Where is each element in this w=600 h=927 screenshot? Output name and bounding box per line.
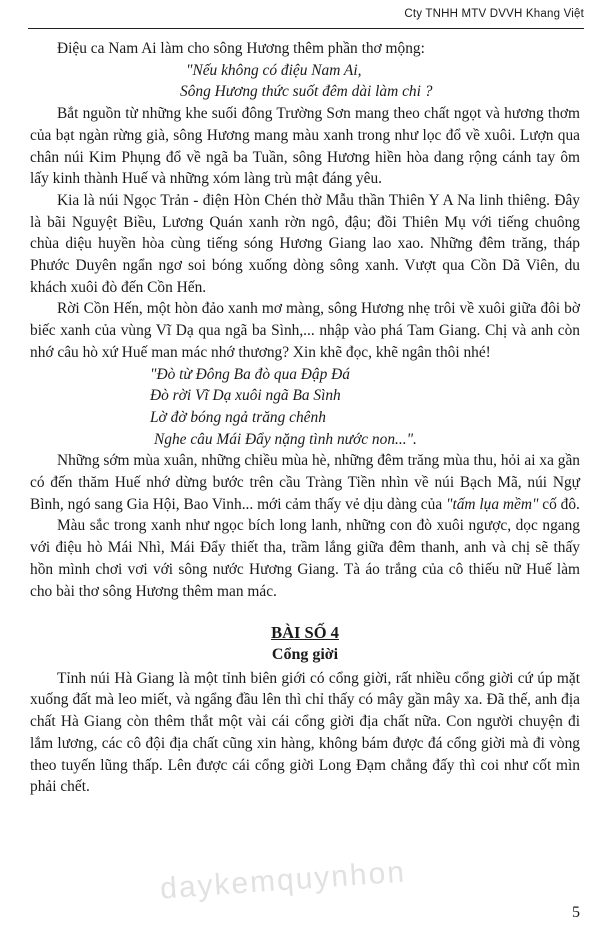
paragraph-text: cố đô. — [538, 495, 580, 513]
verse-line: Sông Hương thức suốt đêm dài làm chi ? — [180, 83, 433, 101]
verse-line: "Đò từ Đông Ba đò qua Đập Đá — [150, 365, 350, 383]
lesson-title: BÀI SỐ 4 — [271, 623, 339, 643]
paragraph-text: Những sớm mùa xuân, những chiều mùa hè, những đêm trăng mùa thu, hỏi ai xa gần có đến thăm Huế nhớ dừng bước trên cầu Tràng Tiền nhìn về núi Bạch Mã, núi Ngự Bình, ngó sang Gia Hội, Bao Vinh... mới cảm thấy vẻ dịu dàng của — [30, 452, 580, 513]
page-number: 5 — [572, 904, 580, 921]
paragraph: Kia là núi Ngọc Trản - điện Hòn Chén thờ Mẫu thần Thiên Y A Na linh thiêng. Đây là bãi Nguyệt Biều, Lương Quán xanh rờn ngô, đậu; đồi Thiên Mụ với tiếng chuông chùa diệu huyền hòa cùng tiếng sóng Hương Giang lao xao. Những đêm trăng, tháp Phước Duyên ngẩn ngơ soi bóng xuống dòng sông xanh. Vượt qua Cồn Dã Viên, du khách xuôi đò đến Cồn Hến. — [30, 191, 580, 296]
verse-line: "Nếu không có điệu Nam Ai, — [186, 61, 362, 79]
paragraph: Rời Cồn Hến, một hòn đảo xanh mơ màng, sông Hương nhẹ trôi về xuôi giữa đôi bờ biếc xanh của vùng Vĩ Dạ qua ngã ba Sình,... nhập vào phá Tam Giang. Chị và anh còn nhớ câu hò xứ Huế man mác nhớ thương? Xin khẽ đọc, khẽ ngân thôi nhé! — [30, 300, 580, 361]
paragraph: Bắt nguồn từ những khe suối đông Trường Sơn mang theo chất ngọt và hương thơm của bạt ngàn rừng già, sông Hương mang màu xanh trong như lọc đổ về xuôi. Lượn qua chân núi Kim Phụng đổ về ngã ba Tuần, sông Hương hiền hòa dang rộng cánh tay ôm lấy kinh thành Huế và những xóm làng trù mật đáng yêu. — [30, 105, 580, 188]
watermark: daykemquynhon — [159, 855, 407, 906]
verse-line: Lờ đờ bóng ngả trăng chênh — [150, 408, 326, 426]
paragraph: Tỉnh núi Hà Giang là một tỉnh biên giới có cổng giời, rất nhiều cổng giời cứ úp mặt xuống đất mà leo miết, và ngẩng đầu lên thì chỉ thấy có mây gần mây xa. Đã thế, anh địa chất Hà Giang còn thêm thắt một vài cái cổng giời địa chất nữa. Con người chuyện đi lắm lương, các cô đội địa chất cũng xin hàng, không bám được đá cổng giời mà đi vòng theo tuyến lũng thấp. Lên được cái cổng giời Long Đạm chẳng đấy thì coi như cốt mìn phải chết. — [30, 669, 580, 796]
quoted-phrase: "tấm lụa mềm" — [446, 495, 539, 513]
section-spacer — [30, 602, 580, 622]
paragraph — [30, 450, 580, 515]
page-content — [30, 38, 580, 798]
verse-line: Đò rời Vĩ Dạ xuôi ngã Ba Sình — [150, 387, 341, 405]
header-rule — [28, 28, 584, 29]
paragraph: Màu sắc trong xanh như ngọc bích long lanh, những con đò xuôi ngược, dọc ngang với điệu hò Mái Nhì, Mái Đẩy thiết tha, trầm lắng giữa đêm thanh, anh và chị sẽ thấy hồn mình chơi vơi với sông nước Hương Giang. Tà áo trắng của cô thiếu nữ Huế làm cho bài thơ sông Hương thêm man mác. — [30, 517, 580, 600]
verse-line: Nghe câu Mái Đẩy nặng tình nước non...". — [154, 430, 417, 448]
page-header: Cty TNHH MTV DVVH Khang Việt — [404, 8, 584, 20]
intro-line: Điệu ca Nam Ai làm cho sông Hương thêm phần thơ mộng: — [57, 40, 425, 57]
lesson-subtitle: Cổng giời — [271, 645, 339, 663]
